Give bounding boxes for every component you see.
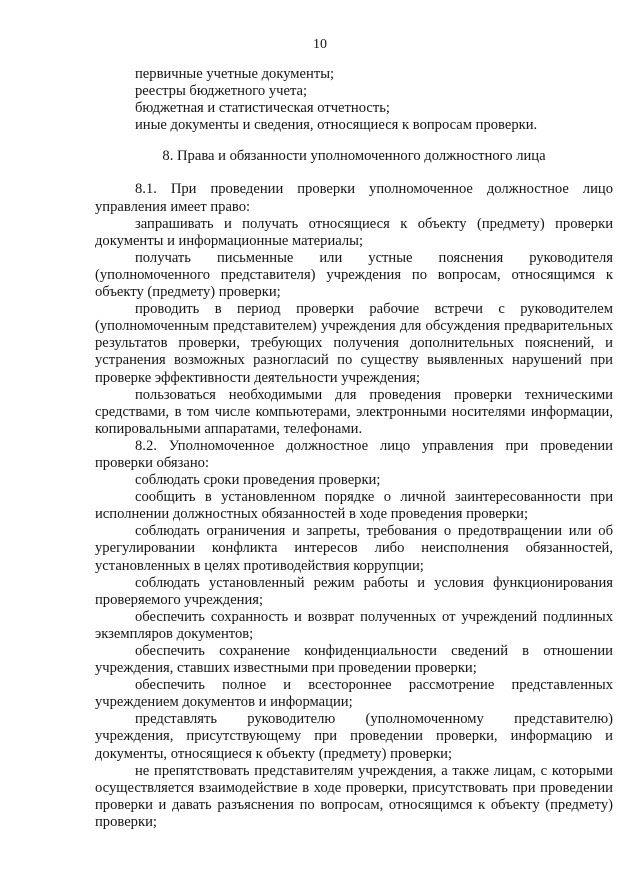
paragraph: обеспечить сохранение конфиденциальности сведений в отношении учреждения, ставших известными при проведении проверки; — [95, 643, 613, 677]
paragraph: соблюдать установленный режим работы и условия функционирования проверяемого учреждения; — [95, 574, 613, 608]
paragraph: сообщить в установленном порядке о личной заинтересованности при исполнении должностных обязанностей в ходе проведения проверки; — [95, 489, 613, 523]
paragraph: не препятствовать представителям учреждения, а также лицам, с которыми осуществляется взаимодействие в ходе проверки, присутствовать при проведении проверки и давать разъяснения по вопросам, относящимся к объекту (предмету) проверки; — [95, 762, 613, 830]
section-heading: 8. Права и обязанности уполномоченного должностного лица — [162, 148, 546, 165]
paragraph: получать письменные или устные пояснения руководителя (уполномоченного представителя) учреждения по вопросам, относящимся к объекту (предмету) проверки; — [95, 249, 613, 301]
page-number: 10 — [313, 37, 327, 52]
list-item: первичные учетные документы; — [135, 66, 335, 82]
list-item: бюджетная и статистическая отчетность; — [135, 100, 390, 117]
paragraph: соблюдать сроки проведения проверки; — [135, 472, 381, 489]
paragraph: запрашивать и получать относящиеся к объекту (предмету) проверки документы и информационные материалы; — [95, 215, 613, 249]
list-item: реестры бюджетного учета; — [135, 83, 308, 100]
paragraph: обеспечить сохранность и возврат полученных от учреждений подлинных экземпляров документов; — [95, 608, 613, 642]
document-body — [95, 66, 613, 831]
paragraph: пользоваться необходимыми для проведения проверки техническими средствами, в том числе компьютерами, электронными носителями информации, копировальными аппаратами, телефонами. — [95, 386, 613, 437]
paragraph: обеспечить полное и всестороннее рассмотрение представленных учреждением документов и информации; — [95, 677, 613, 711]
list-item: иные документы и сведения, относящиеся к вопросам проверки. — [135, 117, 538, 134]
paragraph: 8.2. Уполномоченное должностное лицо управления при проведении проверки обязано: — [95, 437, 613, 471]
paragraph: соблюдать ограничения и запреты, требования о предотвращении или об урегулировании конфликта интересов либо неисполнения обязанностей, установленных в целях противодействия коррупции; — [95, 523, 613, 574]
paragraph: проводить в период проверки рабочие встречи с руководителем (уполномоченным представителем) учреждения для обсуждения предварительных результатов проверки, требующих получения дополнительных пояснений, и устранения возможных разногласий по существу выявленных нарушений при проверке эффективности деятельности учреждения; — [95, 301, 613, 386]
paragraph: 8.1. При проведении проверки уполномоченное должностное лицо управления имеет право: — [95, 181, 613, 215]
paragraph: представлять руководителю (уполномоченному представителю) учреждения, присутствующему при проведении проверки, информацию и документы, относящиеся к объекту (предмету) проверки; — [95, 711, 613, 762]
